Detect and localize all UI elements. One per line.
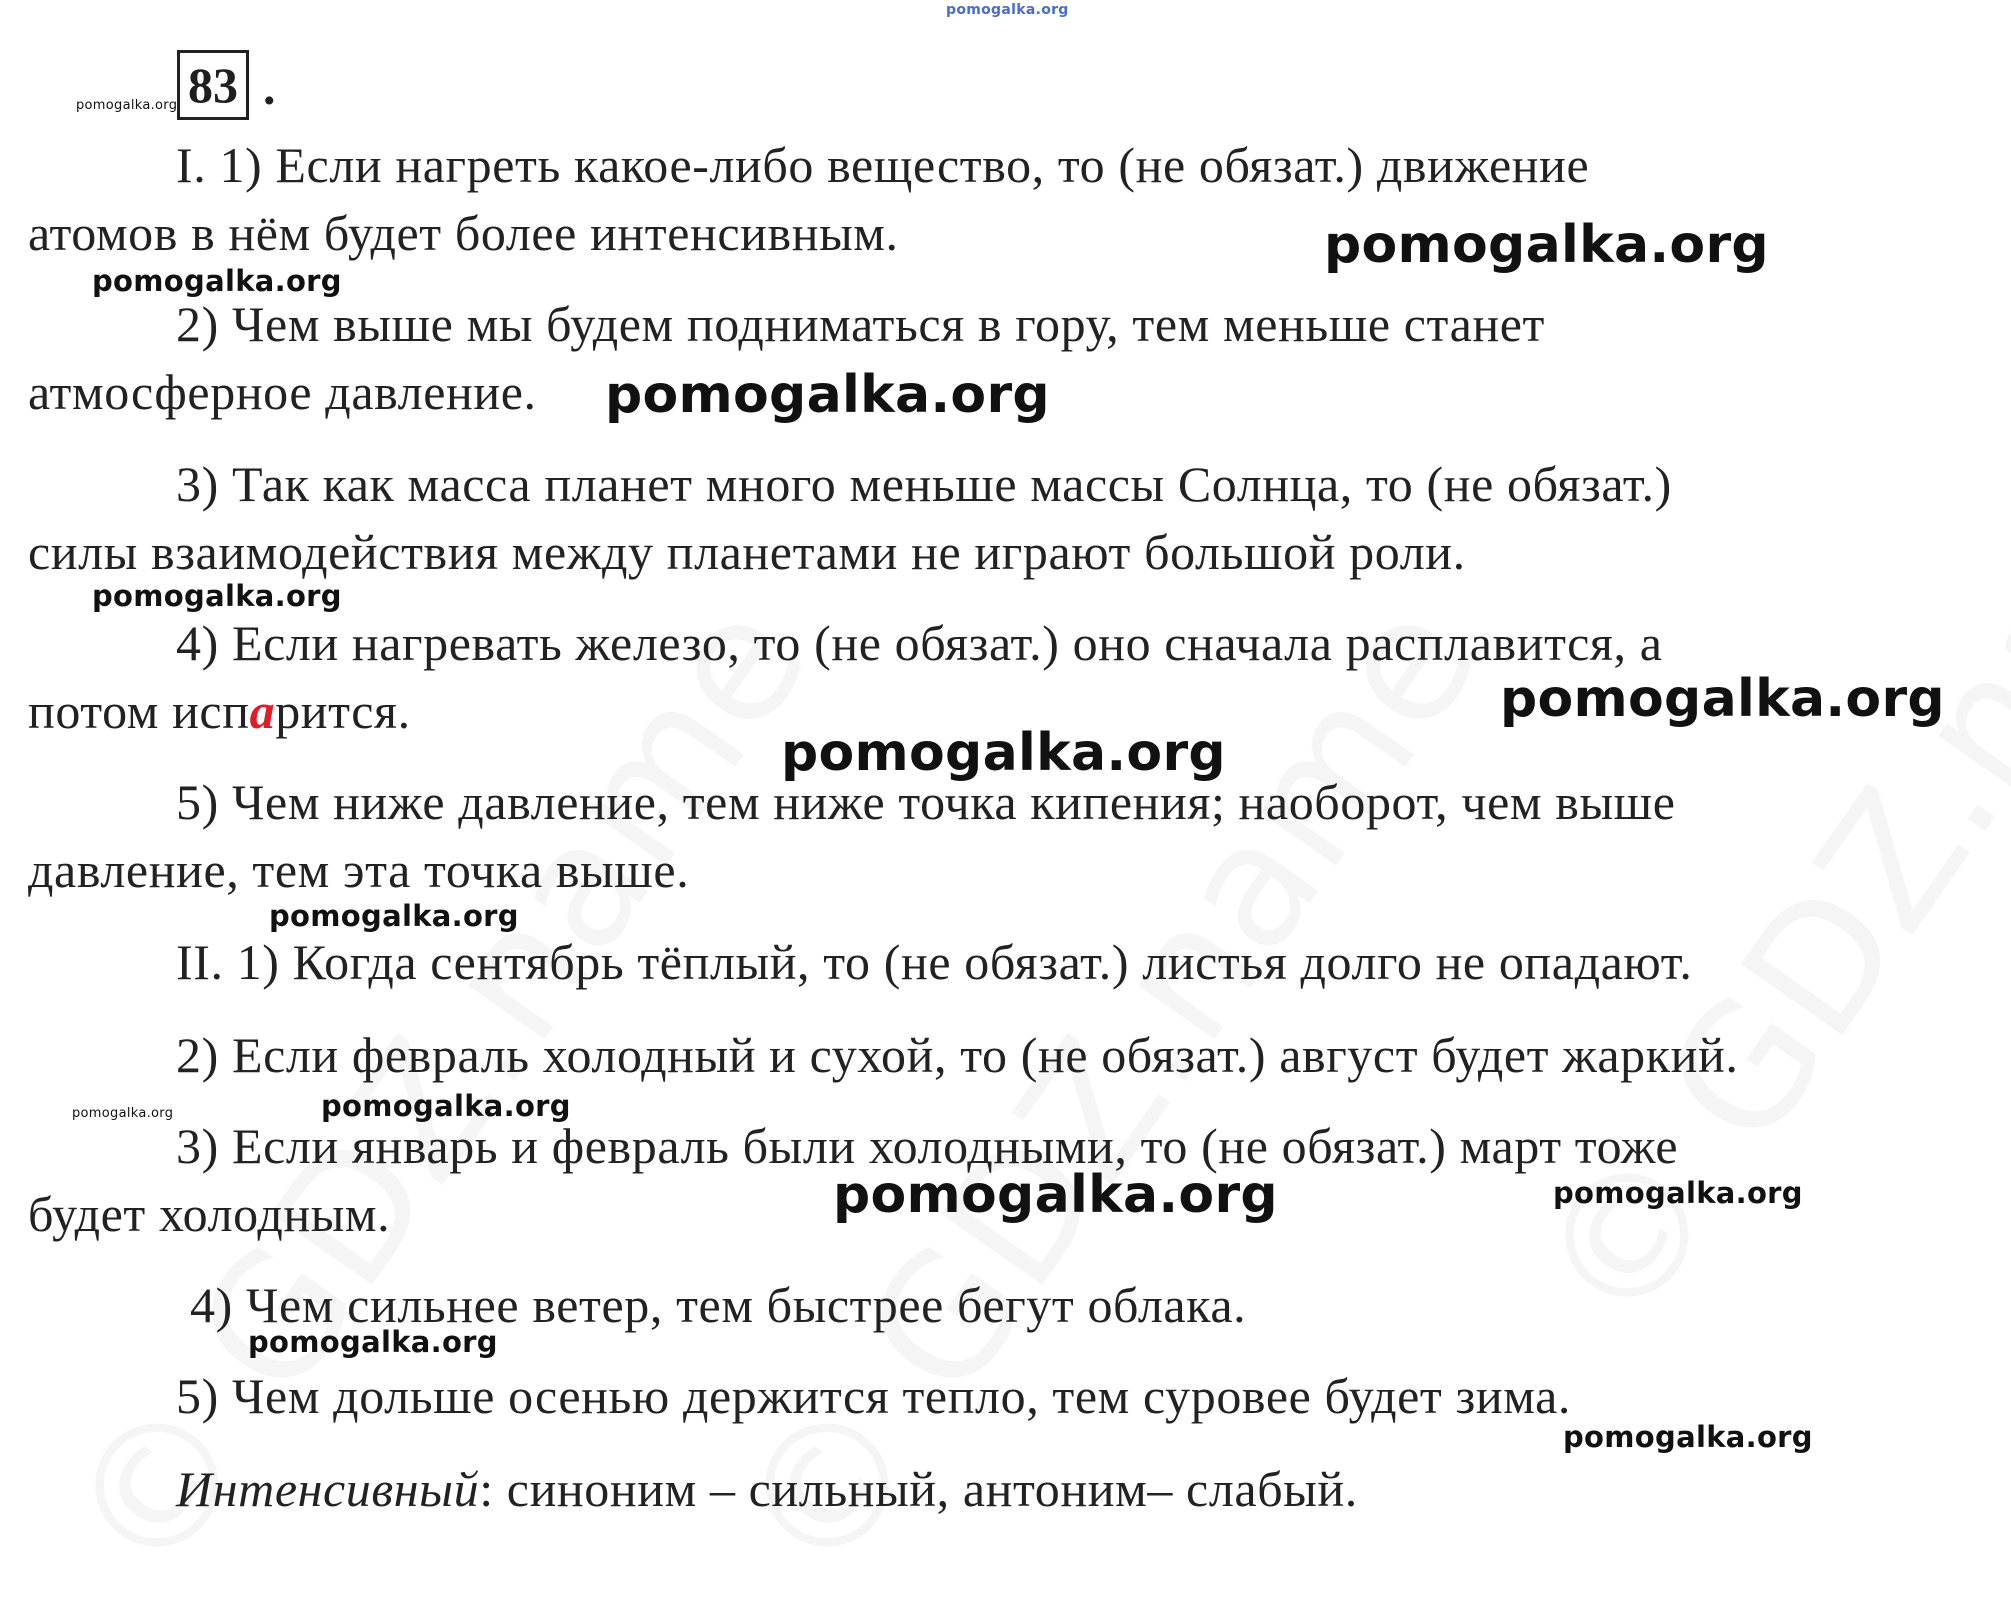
- watermark: pomogalka.org: [92, 264, 342, 298]
- item-1-1-line-2: атомов в нём будет более интенсивным.: [28, 205, 899, 261]
- watermark: pomogalka.org: [833, 1165, 1278, 1225]
- watermark: pomogalka.org: [269, 899, 519, 933]
- item-1-4-line-1: 4) Если нагревать железо, то (не обязат.) оно сначала расплавится, а: [176, 615, 1663, 671]
- watermark: pomogalka.org: [76, 98, 178, 113]
- item-2-4-line-1: 4) Чем сильнее ветер, тем быстрее бегут облака.: [190, 1277, 1247, 1333]
- highlighted-letter: а: [249, 683, 276, 739]
- note-text: : синоним – сильный, антоним– слабый.: [479, 1461, 1358, 1517]
- watermark: pomogalka.org: [321, 1089, 571, 1123]
- watermark: pomogalka.org: [781, 723, 1226, 783]
- watermark: pomogalka.org: [1324, 215, 1769, 275]
- item-2-5-line-1: 5) Чем дольше осенью держится тепло, тем суровее будет зима.: [176, 1368, 1571, 1424]
- item-2-3-line-2: будет холодным.: [28, 1186, 391, 1242]
- item-2-2-line-1: 2) Если февраль холодный и сухой, то (не обязат.) август будет жаркий.: [176, 1027, 1739, 1083]
- watermark: pomogalka.org: [605, 365, 1050, 425]
- watermark: pomogalka.org: [1500, 669, 1945, 729]
- exercise-number: 83: [177, 50, 249, 120]
- item-1-3-line-1: 3) Так как масса планет много меньше массы Солнца, то (не обязат.): [176, 456, 1672, 512]
- watermark-top: pomogalka.org: [946, 2, 1069, 18]
- watermark: pomogalka.org: [1553, 1176, 1803, 1210]
- item-1-1-line-1: I. 1) Если нагреть какое-либо вещество, то (не обязат.) движение: [176, 137, 1590, 193]
- item-2-1-line-1: II. 1) Когда сентябрь тёплый, то (не обязат.) листья долго не опадают.: [176, 934, 1693, 990]
- exercise-number-dot: .: [263, 59, 276, 115]
- note-term: Интенсивный: [176, 1461, 480, 1517]
- item-1-3-line-2: силы взаимодействия между планетами не играют большой роли.: [28, 524, 1466, 580]
- item-1-5-line-1: 5) Чем ниже давление, тем ниже точка кипения; наоборот, чем выше: [176, 774, 1676, 830]
- item-1-2-line-2: атмосферное давление.: [28, 364, 537, 420]
- watermark: pomogalka.org: [72, 1106, 174, 1121]
- item-2-3-line-1: 3) Если январь и февраль были холодными, то (не обязат.) март тоже: [176, 1118, 1679, 1174]
- watermark: pomogalka.org: [1563, 1420, 1813, 1454]
- item-1-5-line-2: давление, тем эта точка выше.: [28, 842, 690, 898]
- item-1-4-line-2: [28, 681, 411, 741]
- synonym-note: [176, 1459, 1358, 1519]
- watermark: pomogalka.org: [92, 579, 342, 613]
- item-1-4-line-2-end: рится.: [275, 683, 411, 739]
- item-1-2-line-1: 2) Чем выше мы будем подниматься в гору, тем меньше станет: [176, 296, 1546, 352]
- watermark: pomogalka.org: [248, 1325, 498, 1359]
- item-1-4-line-2-start: потом исп: [28, 683, 250, 739]
